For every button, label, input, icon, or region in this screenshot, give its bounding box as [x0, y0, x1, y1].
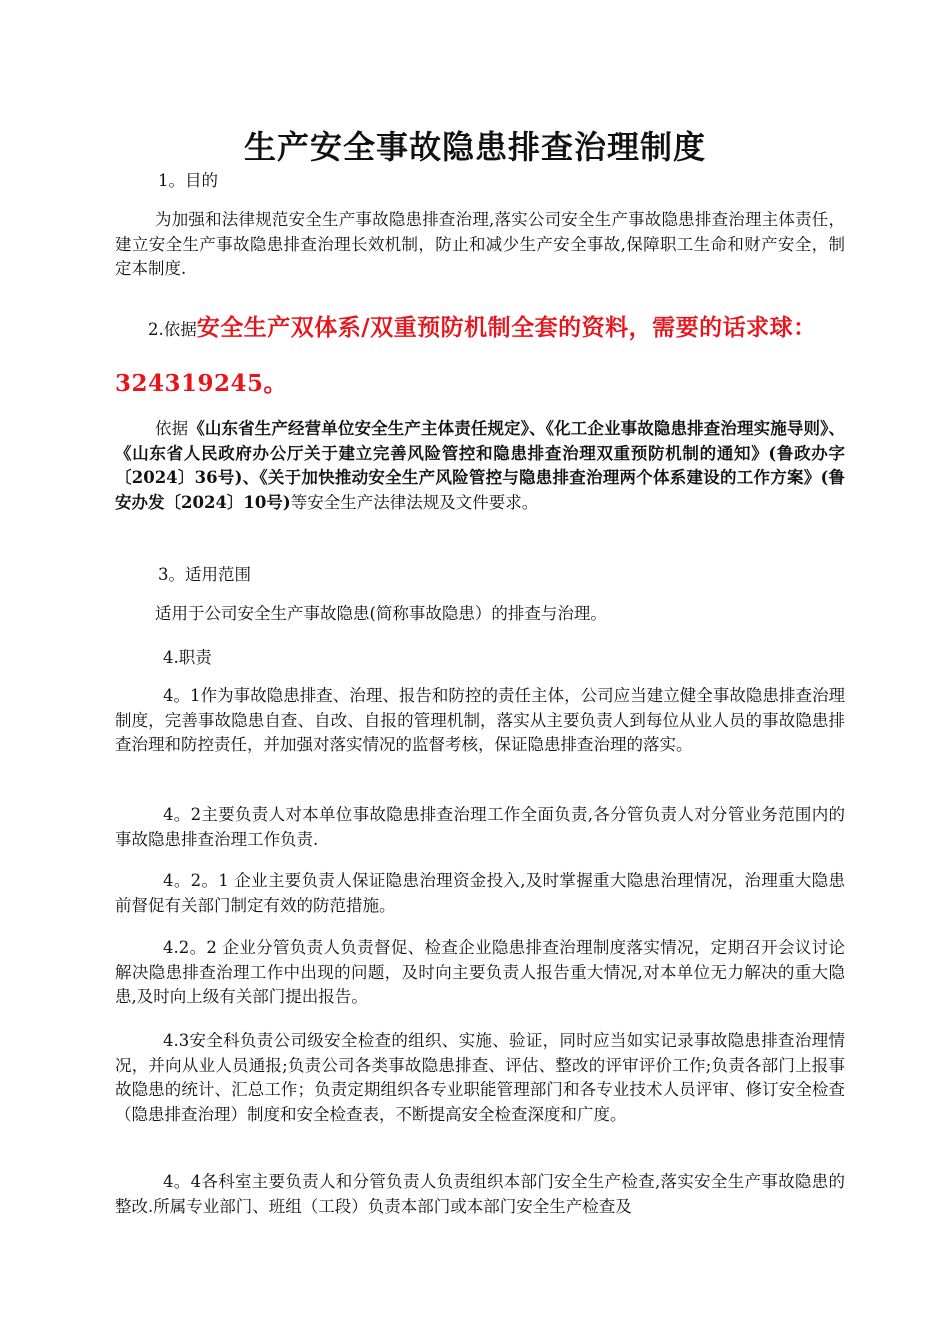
promo-notice: [115, 301, 845, 413]
paragraph-4-4: 4。4各科室主要负责人和分管负责人负责组织本部门安全生产检查,落实安全生产事故隐患的整改.所属专业部门、班组（工段）负责本部门或本部门安全生产检查及: [115, 1172, 845, 1216]
paragraph-4-2-2: 4.2。2 企业分管负责人负责督促、检查企业隐患排查治理制度落实情况，定期召开会议讨论解决隐患排查治理工作中出现的问题，及时向主要负责人报告重大情况,对本单位无力解决的重大隐患,及时向上级有关部门提出报告。: [115, 938, 845, 1006]
section-heading-purpose: 1。目的: [158, 171, 218, 190]
paragraph-4-1: 4。1作为事故隐患排查、治理、报告和防控的责任主体，公司应当建立健全事故隐患排查治理制度，完善事故隐患自查、自改、自报的管理机制，落实从主要负责人到每位从业人员的事故隐患排查治理和防控责任，并加强对落实情况的监督考核，保证隐患排查治理的落实。: [115, 686, 845, 754]
paragraph-scope: 适用于公司安全生产事故隐患(简称事故隐患）的排查与治理。: [155, 604, 607, 623]
basis-lead: 依据: [155, 419, 189, 438]
paragraph-4-3: 4.3安全科负责公司级安全检查的组织、实施、验证，同时应当如实记录事故隐患排查治理情况，并向从业人员通报;负责公司各类事故隐患排查、评估、整改的评审评价工作;负责各部门上报事故隐患的统计、汇总工作；负责定期组织各专业职能管理部门和各专业技术人员评审、修订安全检查（隐患排查治理）制度和安全检查表，不断提高安全检查深度和广度。: [115, 1031, 845, 1124]
section-heading-basis: 2.依据: [148, 320, 197, 339]
paragraph-4-2: 4。2主要负责人对本单位事故隐患排查治理工作全面负责,各分管负责人对分管业务范围内的事故隐患排查治理工作负责.: [115, 805, 845, 849]
section-heading-scope: 3。适用范围: [158, 565, 251, 584]
paragraph-4-2-1: 4。2。1 企业主要负责人保证隐患治理资金投入,及时掌握重大隐患治理情况，治理重大隐患前督促有关部门制定有效的防范措施。: [115, 871, 845, 915]
basis-regulations: 《山东省生产经营单位安全生产主体责任规定》、《化工企业事故隐患排查治理实施导则》、《山东省人民政府办公厅关于建立完善风险管控和隐患排查治理双重预防机制的通知》(鲁政办字〔2024〕36号)、《关于加快推动安全生产风险管控与隐患排查治理两个体系建设的工作方案》(鲁安办发〔2024〕10号): [115, 419, 845, 512]
basis-tail: 等安全生产法律法规及文件要求。: [290, 492, 539, 512]
page-title: 生产安全事故隐患排查治理制度: [243, 128, 706, 166]
promo-text: 安全生产双体系/双重预防机制全套的资料，需要的话求球：324319245。: [115, 314, 817, 397]
paragraph-basis: [115, 417, 845, 515]
section-heading-duties: 4.职责: [163, 648, 212, 667]
paragraph-purpose: 为加强和法律规范安全生产事故隐患排查治理,落实公司安全生产事故隐患排查治理主体责任，建立安全生产事故隐患排查治理长效机制，防止和减少生产安全事故,保障职工生命和财产安全，制定本制度.: [115, 210, 845, 278]
